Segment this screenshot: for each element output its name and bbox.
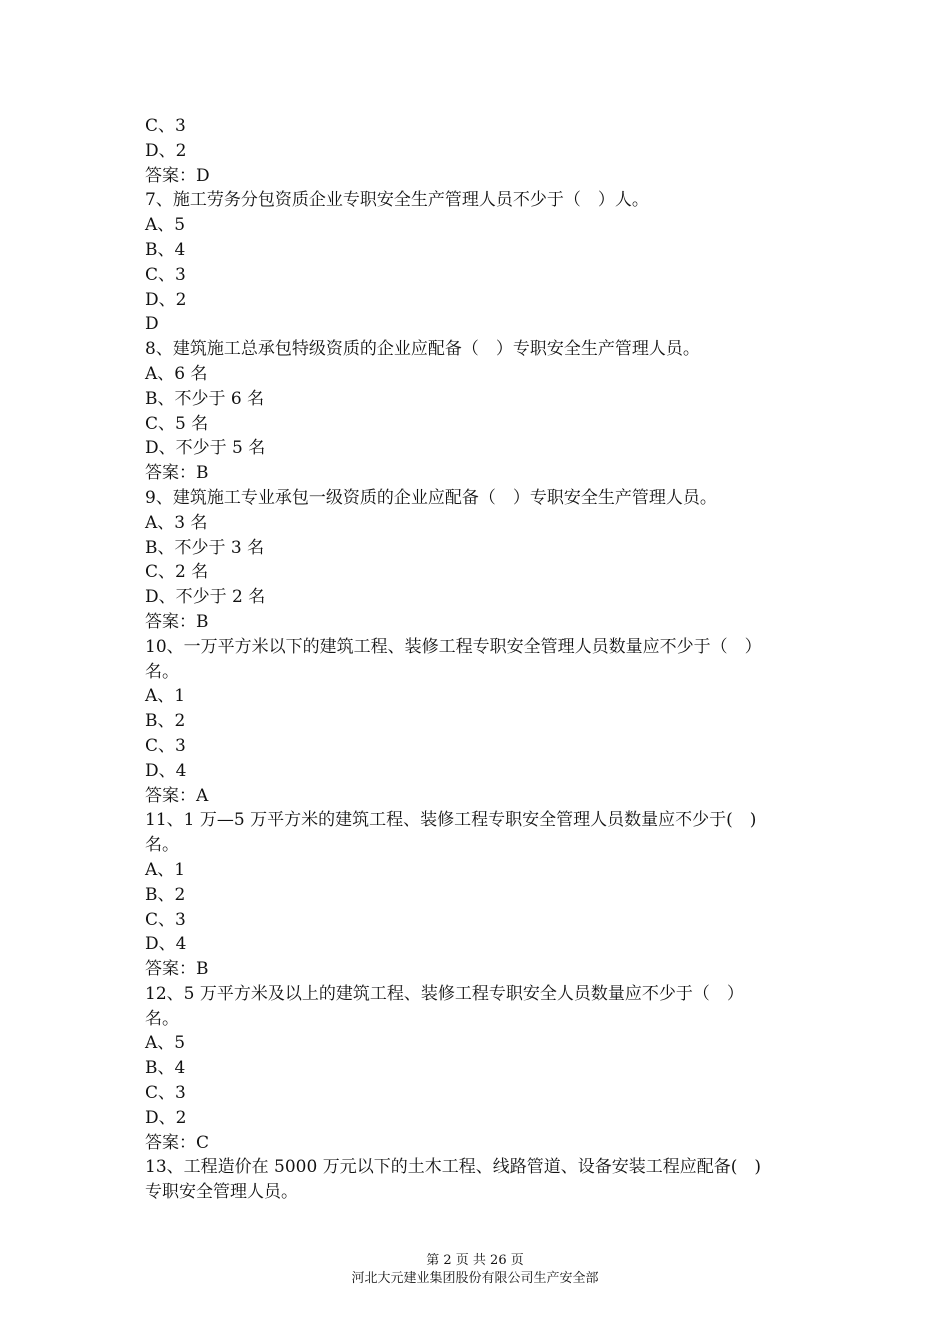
text-line: D、不少于 2 名 — [145, 587, 266, 608]
text-line: D、4 — [145, 760, 187, 781]
text-line: B、2 — [145, 711, 186, 732]
document-body — [145, 114, 825, 1205]
text-line: A、3 名 — [145, 512, 208, 533]
text-line: A、1 — [145, 859, 186, 880]
text-line: B、不少于 3 名 — [145, 537, 265, 558]
text-line: C、2 名 — [145, 562, 209, 583]
text-line: C、3 — [145, 1083, 186, 1104]
text-line: D — [145, 314, 159, 335]
text-line: 答案：B — [145, 463, 209, 484]
text-line: C、3 — [145, 909, 186, 930]
text-line: 名。 — [145, 1008, 179, 1029]
text-line: 10、一万平方米以下的建筑工程、装修工程专职安全管理人员数量应不少于（ ） — [145, 636, 762, 657]
text-line: 答案：A — [145, 785, 209, 806]
text-line: C、3 — [145, 735, 186, 756]
text-line: 答案：B — [145, 611, 209, 632]
text-line: C、3 — [145, 116, 186, 136]
text-line: D、2 — [145, 1107, 187, 1128]
page-number: 第 2 页 共 26 页 — [426, 1253, 524, 1268]
text-line: B、不少于 6 名 — [145, 388, 265, 409]
text-line: D、2 — [145, 289, 187, 310]
text-line: 11、1 万—5 万平方米的建筑工程、装修工程专职安全管理人员数量应不少于( ) — [145, 810, 757, 831]
text-line: D、4 — [145, 934, 187, 955]
text-line: 7、施工劳务分包资质企业专职安全生产管理人员不少于（ ）人。 — [145, 190, 649, 211]
text-line: D、不少于 5 名 — [145, 438, 266, 459]
text-line: 12、5 万平方米及以上的建筑工程、装修工程专职安全人员数量应不少于（ ） — [145, 983, 744, 1004]
text-line: 答案：D — [145, 165, 210, 186]
text-line: 答案：C — [145, 1132, 210, 1153]
text-line: A、5 — [145, 215, 186, 236]
text-line: 名。 — [145, 835, 179, 856]
text-line: A、1 — [145, 686, 186, 707]
text-line: 9、建筑施工专业承包一级资质的企业应配备（ ）专职安全生产管理人员。 — [145, 487, 717, 508]
text-line: C、3 — [145, 264, 186, 285]
text-line: C、5 名 — [145, 413, 209, 434]
text-line: 8、建筑施工总承包特级资质的企业应配备（ ）专职安全生产管理人员。 — [145, 339, 700, 360]
text-line: 专职安全管理人员。 — [145, 1182, 298, 1203]
text-line: 名。 — [145, 661, 179, 682]
text-line: B、4 — [145, 239, 186, 260]
text-line: A、6 名 — [145, 363, 208, 384]
footer-company: 河北大元建业集团股份有限公司生产安全部 — [351, 1271, 599, 1286]
text-line: 13、工程造价在 5000 万元以下的土木工程、线路管道、设备安装工程应配备( ) — [145, 1157, 761, 1178]
text-line: B、4 — [145, 1058, 186, 1079]
text-line: D、2 — [145, 140, 187, 161]
text-line: B、2 — [145, 884, 186, 905]
text-line: 答案：B — [145, 959, 209, 980]
text-line: A、5 — [145, 1033, 186, 1054]
